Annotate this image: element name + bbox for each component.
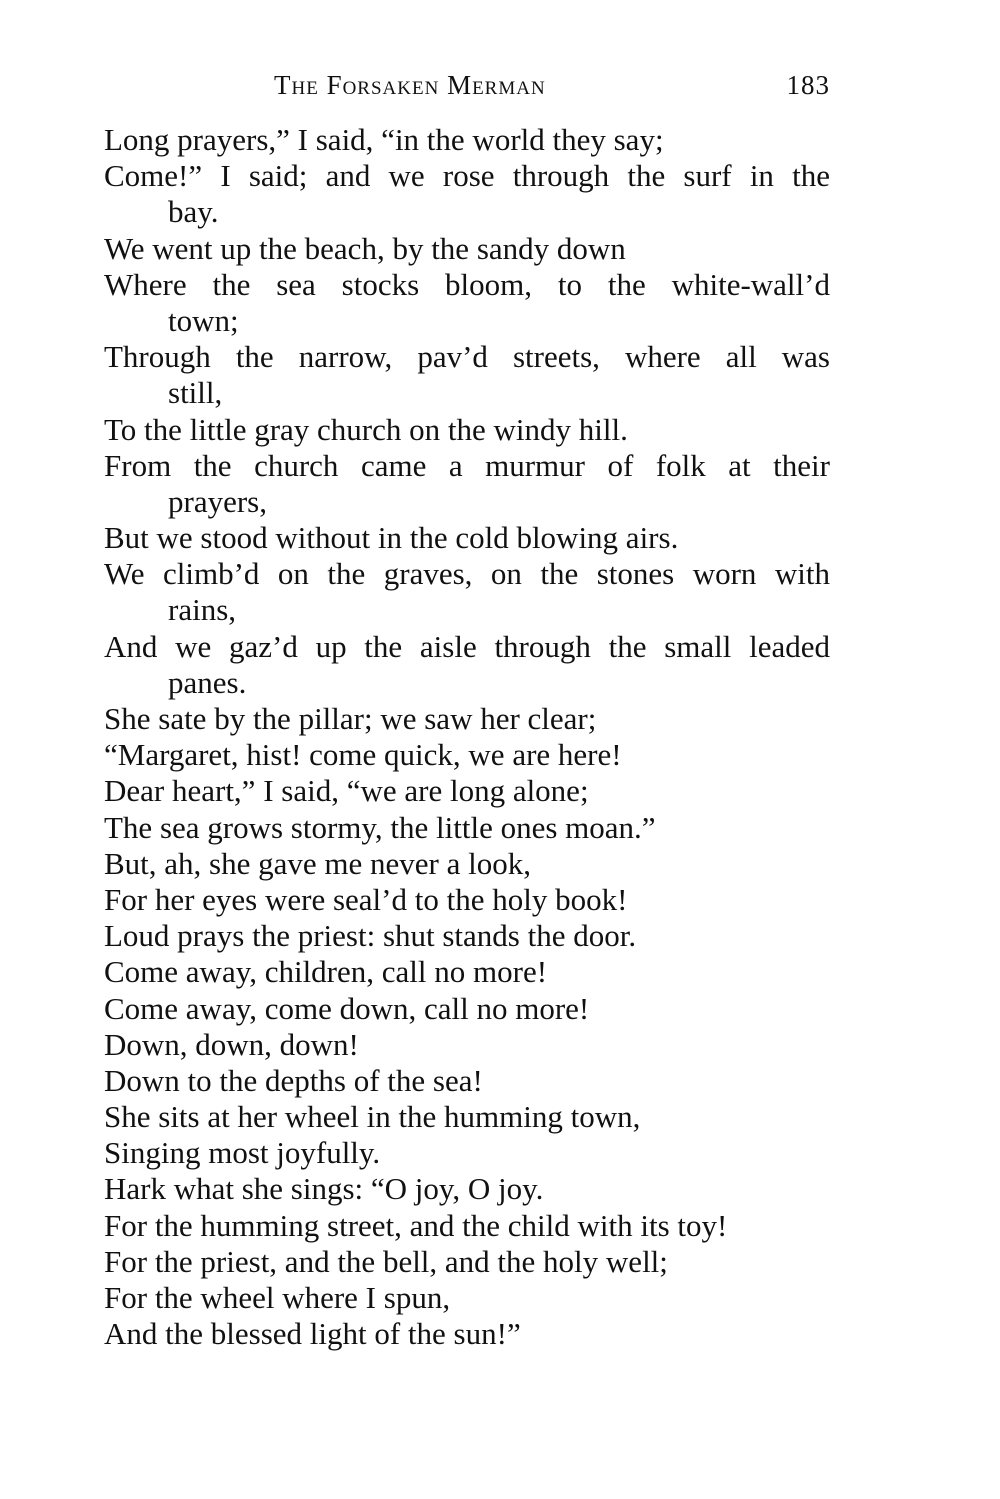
poem-line: Through the narrow, pav’d streets, where all was [104,339,830,375]
poem-line-continuation: prayers, [168,483,267,519]
poem-line: For the humming street, and the child with its toy! [104,1207,728,1243]
poem-line: From the church came a murmur of folk at their [104,447,830,483]
poem-line: Loud prays the priest: shut stands the door. [104,918,637,954]
poem-line: She sate by the pillar; we saw her clear; [104,701,597,736]
poem-line: We went up the beach, by the sandy down [104,230,626,266]
poem-line: “Margaret, hist! come quick, we are here! [104,737,622,773]
poem-line: Hark what she sings: “O joy, O joy. [104,1171,544,1207]
poem-line-continuation: still, [168,375,223,411]
poem-text [104,122,830,1352]
poem-line-continuation: bay. [168,194,219,230]
poem-line: For the priest, and the bell, and the holy well; [104,1243,668,1279]
poem-line: Long prayers,” I said, “in the world they say; [104,122,664,157]
poem-line: But, ah, she gave me never a look, [104,845,531,881]
running-title: The Forsaken Merman [274,70,546,100]
poem-line: Come away, children, call no more! [104,954,548,990]
poem-line: To the little gray church on the windy hill. [104,411,628,447]
poem-line: For her eyes were seal’d to the holy book! [104,881,628,917]
poem-line: But we stood without in the cold blowing airs. [104,520,679,556]
poem-line: For the wheel where I spun, [104,1280,451,1315]
page-number: 183 [786,70,830,100]
poem-line: The sea grows stormy, the little ones moan.” [104,809,656,845]
poem-line: She sits at her wheel in the humming town, [104,1099,641,1135]
poem-line: Come!” I said; and we rose through the surf in the [104,158,830,194]
poem-line-continuation: town; [168,302,239,338]
poem-line: Down to the depths of the sea! [104,1062,483,1098]
poem-line-continuation: rains, [168,592,237,628]
poem-line: Dear heart,” I said, “we are long alone; [104,773,589,809]
poem-line: Where the sea stocks bloom, to the white-wall’d [104,266,830,302]
poem-line: And the blessed light of the sun!” [104,1316,521,1352]
poem-line: Singing most joyfully. [104,1135,381,1171]
poem-line: We climb’d on the graves, on the stones worn with [104,556,830,592]
running-head [104,66,830,110]
poem-line-continuation: panes. [168,664,247,700]
poem-line: Down, down, down! [104,1026,359,1062]
poem-line: And we gaz’d up the aisle through the small leaded [104,628,830,664]
poem-line: Come away, come down, call no more! [104,990,590,1026]
